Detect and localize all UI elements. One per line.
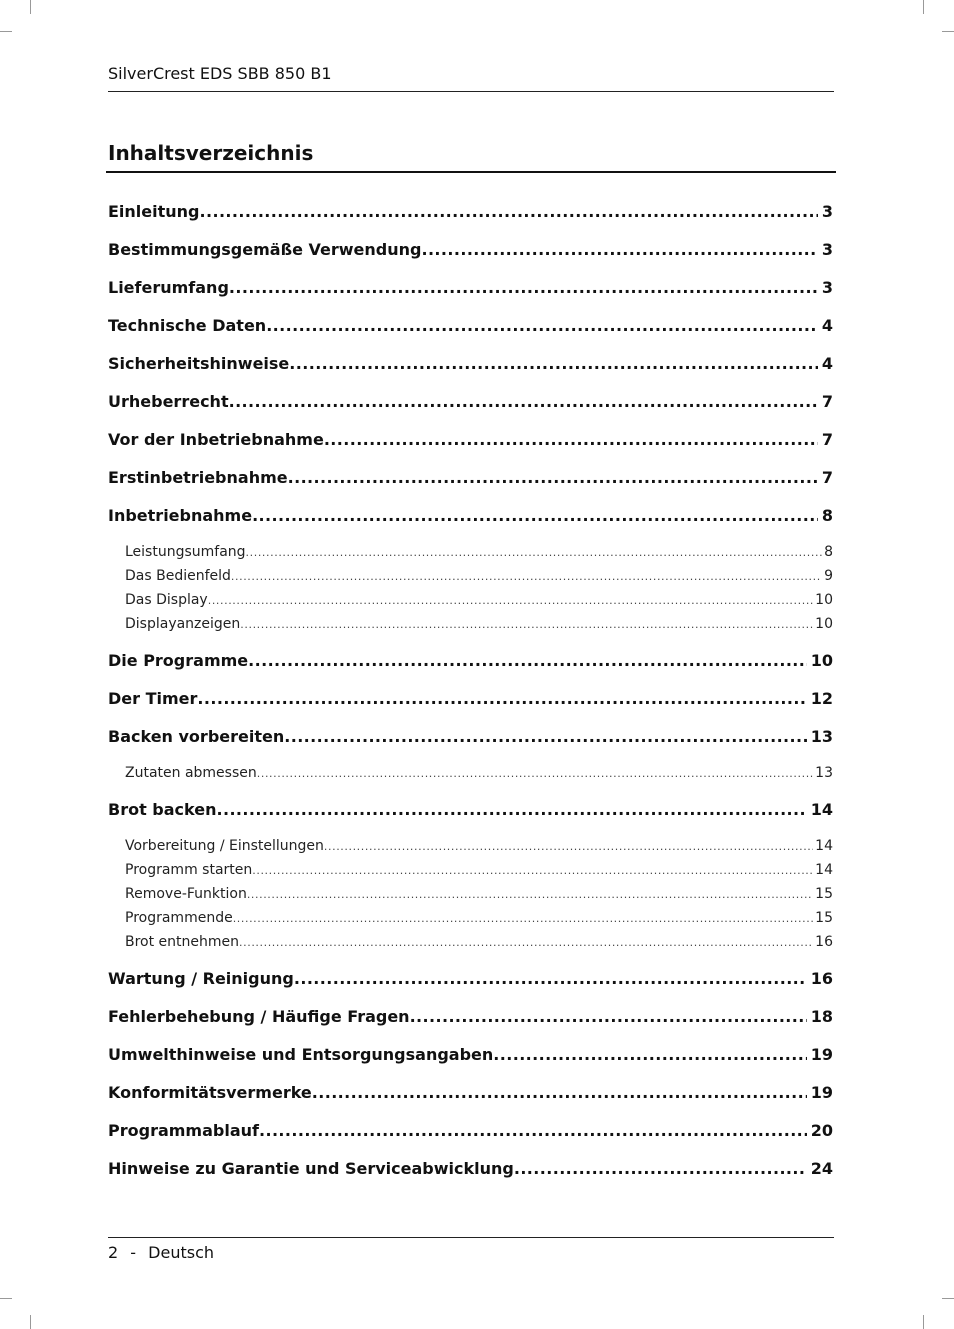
- toc-entry[interactable]: [108, 465, 833, 503]
- toc-entry-label: Inbetriebnahme: [108, 506, 253, 525]
- toc-entry-label: Programmablauf: [108, 1121, 259, 1140]
- toc-entry[interactable]: [108, 275, 833, 313]
- toc-entry-page: 4: [821, 354, 833, 373]
- toc-leader-dots: [421, 237, 817, 263]
- toc-leader-dots: [514, 1156, 807, 1182]
- toc-entry-page: 14: [815, 862, 833, 878]
- crop-mark: [0, 31, 12, 32]
- toc-leader-dots: [248, 648, 807, 674]
- toc-entry[interactable]: [108, 351, 833, 389]
- toc-leader-dots: [200, 199, 818, 225]
- toc-entry-page: 8: [821, 506, 833, 525]
- toc-entry-page: 15: [815, 910, 833, 926]
- toc-entry-page: 7: [821, 468, 833, 487]
- toc-subentry[interactable]: [108, 761, 833, 785]
- toc-leader-dots: [233, 907, 813, 930]
- toc-leader-dots: [288, 465, 818, 491]
- toc-leader-dots: [257, 762, 813, 785]
- toc-leader-dots: [266, 313, 818, 339]
- crop-mark: [30, 0, 31, 14]
- toc-entry[interactable]: [108, 724, 833, 762]
- toc-entry[interactable]: [108, 797, 833, 835]
- toc-entry-label: Displayanzeigen: [125, 616, 241, 632]
- crop-mark: [30, 1315, 31, 1329]
- toc-entry[interactable]: [108, 1156, 833, 1194]
- toc-entry[interactable]: [108, 313, 833, 351]
- toc-entry[interactable]: [108, 1042, 833, 1080]
- toc-leader-dots: [197, 686, 806, 712]
- toc-entry-page: 19: [810, 1083, 833, 1102]
- toc-entry-label: Hinweise zu Garantie und Serviceabwicklung: [108, 1159, 514, 1178]
- toc-entry-label: Remove-Funktion: [125, 886, 247, 902]
- toc-entry-page: 12: [810, 689, 833, 708]
- toc-entry-label: Wartung / Reinigung: [108, 969, 294, 988]
- table-of-contents: [108, 199, 833, 1194]
- toc-entry-page: 3: [821, 240, 833, 259]
- toc-title: Inhaltsverzeichnis: [108, 141, 314, 165]
- toc-leader-dots: [240, 613, 813, 636]
- toc-subentry[interactable]: [108, 564, 833, 588]
- toc-entry-page: 15: [815, 886, 833, 902]
- toc-leader-dots: [259, 1118, 807, 1144]
- toc-leader-dots: [208, 589, 813, 612]
- toc-subentry[interactable]: [108, 906, 833, 930]
- toc-entry[interactable]: [108, 1080, 833, 1118]
- title-divider: [106, 171, 836, 173]
- toc-entry[interactable]: [108, 427, 833, 465]
- toc-leader-dots: [312, 1080, 807, 1106]
- toc-entry-label: Leistungsumfang: [125, 544, 246, 560]
- toc-leader-dots: [252, 859, 813, 882]
- toc-entry[interactable]: [108, 389, 833, 427]
- toc-entry-page: 10: [810, 651, 833, 670]
- toc-entry-label: Urheberrecht: [108, 392, 229, 411]
- toc-subentry[interactable]: [108, 882, 833, 906]
- toc-entry-page: 10: [815, 616, 833, 632]
- toc-leader-dots: [252, 503, 818, 529]
- running-footer: [108, 1243, 214, 1263]
- footer-divider: [108, 1237, 834, 1238]
- toc-entry-label: Einleitung: [108, 202, 200, 221]
- toc-entry-label: Programmende: [125, 910, 233, 926]
- toc-entry-label: Zutaten abmessen: [125, 765, 257, 781]
- crop-mark: [0, 1298, 12, 1299]
- toc-leader-dots: [246, 541, 823, 564]
- toc-entry-page: 4: [821, 316, 833, 335]
- toc-entry-label: Der Timer: [108, 689, 198, 708]
- toc-entry-page: 9: [824, 568, 833, 584]
- toc-entry-label: Erstinbetriebnahme: [108, 468, 288, 487]
- toc-leader-dots: [247, 883, 813, 906]
- toc-leader-dots: [239, 931, 813, 954]
- footer-page-number: 2: [108, 1243, 119, 1262]
- toc-entry-page: 10: [815, 592, 833, 608]
- header-divider: [108, 91, 834, 92]
- toc-entry[interactable]: [108, 686, 833, 724]
- toc-leader-dots: [229, 275, 818, 301]
- toc-entry-label: Lieferumfang: [108, 278, 229, 297]
- toc-leader-dots: [216, 797, 806, 823]
- toc-subentry[interactable]: [108, 588, 833, 612]
- running-header: SilverCrest EDS SBB 850 B1: [108, 64, 332, 83]
- toc-entry-page: 19: [810, 1045, 833, 1064]
- toc-entry-page: 7: [821, 392, 833, 411]
- toc-subentry[interactable]: [108, 930, 833, 954]
- toc-entry[interactable]: [108, 1004, 833, 1042]
- toc-entry-label: Bestimmungsgemäße Verwendung: [108, 240, 422, 259]
- toc-entry-page: 16: [810, 969, 833, 988]
- toc-entry[interactable]: [108, 648, 833, 686]
- toc-entry-label: Technische Daten: [108, 316, 267, 335]
- footer-language: Deutsch: [148, 1243, 215, 1262]
- footer-separator: -: [130, 1243, 137, 1262]
- toc-entry-label: Das Bedienfeld: [125, 568, 231, 584]
- toc-entry[interactable]: [108, 503, 833, 541]
- toc-entry-label: Konformitätsvermerke: [108, 1083, 312, 1102]
- toc-entry-label: Vorbereitung / Einstellungen: [125, 838, 324, 854]
- toc-entry-page: 8: [824, 544, 833, 560]
- toc-leader-dots: [294, 966, 807, 992]
- toc-subentry[interactable]: [108, 858, 833, 882]
- toc-leader-dots: [493, 1042, 806, 1068]
- toc-entry-label: Programm starten: [125, 862, 253, 878]
- toc-entry[interactable]: [108, 237, 833, 275]
- toc-entry-label: Backen vorbereiten: [108, 727, 285, 746]
- toc-entry-page: 13: [815, 765, 833, 781]
- toc-entry-label: Das Display: [125, 592, 208, 608]
- toc-entry-page: 20: [810, 1121, 833, 1140]
- toc-entry-label: Fehlerbehebung / Häufige Fragen: [108, 1007, 410, 1026]
- toc-entry-label: Die Programme: [108, 651, 249, 670]
- toc-entry-page: 3: [821, 278, 833, 297]
- toc-leader-dots: [229, 389, 818, 415]
- toc-entry-label: Brot backen: [108, 800, 217, 819]
- toc-entry-page: 24: [810, 1159, 833, 1178]
- toc-entry[interactable]: [108, 199, 833, 237]
- toc-leader-dots: [324, 427, 818, 453]
- toc-leader-dots: [231, 565, 822, 588]
- toc-entry[interactable]: [108, 966, 833, 1004]
- toc-entry-page: 18: [810, 1007, 833, 1026]
- crop-mark: [923, 1315, 924, 1329]
- toc-subentry[interactable]: [108, 834, 833, 858]
- toc-entry-page: 14: [810, 800, 833, 819]
- toc-entry-label: Sicherheitshinweise: [108, 354, 290, 373]
- toc-leader-dots: [289, 351, 818, 377]
- toc-entry[interactable]: [108, 1118, 833, 1156]
- toc-entry-page: 16: [815, 934, 833, 950]
- toc-leader-dots: [324, 835, 813, 858]
- toc-leader-dots: [410, 1004, 807, 1030]
- toc-leader-dots: [284, 724, 807, 750]
- toc-entry-label: Vor der Inbetriebnahme: [108, 430, 324, 449]
- crop-mark: [942, 1298, 954, 1299]
- toc-entry-page: 3: [821, 202, 833, 221]
- crop-mark: [923, 0, 924, 14]
- toc-entry-label: Umwelthinweise und Entsorgungsangaben: [108, 1045, 494, 1064]
- toc-subentry[interactable]: [108, 612, 833, 636]
- crop-mark: [942, 31, 954, 32]
- toc-entry-page: 7: [821, 430, 833, 449]
- toc-entry-label: Brot entnehmen: [125, 934, 240, 950]
- toc-entry-page: 13: [810, 727, 833, 746]
- toc-subentry[interactable]: [108, 540, 833, 564]
- toc-entry-page: 14: [815, 838, 833, 854]
